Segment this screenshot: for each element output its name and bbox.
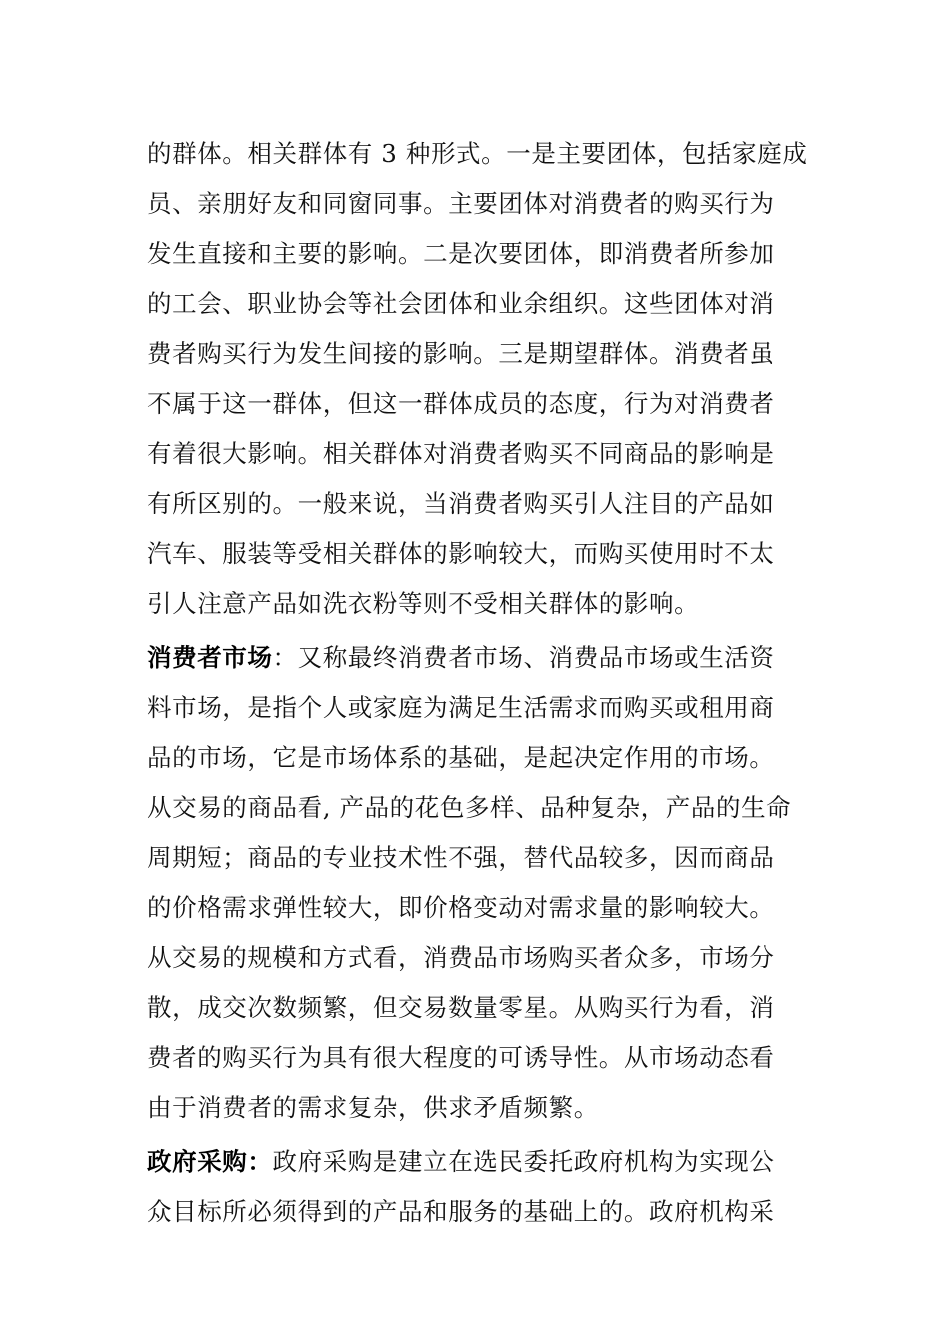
text-line: 汽车、服装等受相关群体的影响较大，而购买使用时不太 [147,539,775,568]
text-line: 引人注意产品如洗衣粉等则不受相关群体的影响。 [147,589,700,618]
text-line: 从交易的规模和方式看，消费品市场购买者众多，市场分 [147,943,775,972]
text-line [147,1137,811,1187]
text-line: 品的市场，它是市场体系的基础，是起决定作用的市场。 [147,743,775,772]
text-line: 散，成交次数频繁，但交易数量零星。从购买行为看，消 [147,993,775,1022]
definition-text: ：又称最终消费者市场、消费品市场或生活资 [272,643,775,672]
text-line: 周期短；商品的专业技术性不强，替代品较多，因而商品 [147,843,775,872]
text-line: 由于消费者的需求复杂，供求矛盾频繁。 [147,1093,599,1122]
text-line: 众目标所必须得到的产品和服务的基础上的。政府机构采 [147,1197,775,1226]
definition-term: 政府采购： [147,1147,273,1176]
text-line: 发生直接和主要的影响。二是次要团体，即消费者所参加 [147,239,775,268]
text-line: 的工会、职业协会等社会团体和业余组织。这些团体对消 [147,289,775,318]
definition-text: 政府采购是建立在选民委托政府机构为实现公 [272,1147,775,1176]
paragraph-reference-groups [147,129,811,629]
text-line: 从交易的商品看, 产品的花色多样、品种复杂，产品的生命 [147,793,792,822]
text-line: 的价格需求弹性较大，即价格变动对需求量的影响较大。 [147,893,775,922]
definition-term: 消费者市场 [147,643,273,672]
text-line: 员、亲朋好友和同窗同事。主要团体对消费者的购买行为 [147,189,775,218]
text-line: 不属于这一群体，但这一群体成员的态度，行为对消费者 [147,389,775,418]
document-body [147,129,811,1237]
paragraph-government-procurement [147,1137,811,1237]
text-line: 料市场，是指个人或家庭为满足生活需求而购买或租用商 [147,693,775,722]
paragraph-consumer-market [147,633,811,1133]
text-line: 有所区别的。一般来说，当消费者购买引人注目的产品如 [147,489,775,518]
text-line [147,633,811,683]
text-line: 的群体。相关群体有 3 种形式。一是主要团体，包括家庭成 [147,139,808,168]
text-line: 费者购买行为发生间接的影响。三是期望群体。消费者虽 [147,339,775,368]
text-line: 有着很大影响。相关群体对消费者购买不同商品的影响是 [147,439,775,468]
text-line: 费者的购买行为具有很大程度的可诱导性。从市场动态看 [147,1043,775,1072]
